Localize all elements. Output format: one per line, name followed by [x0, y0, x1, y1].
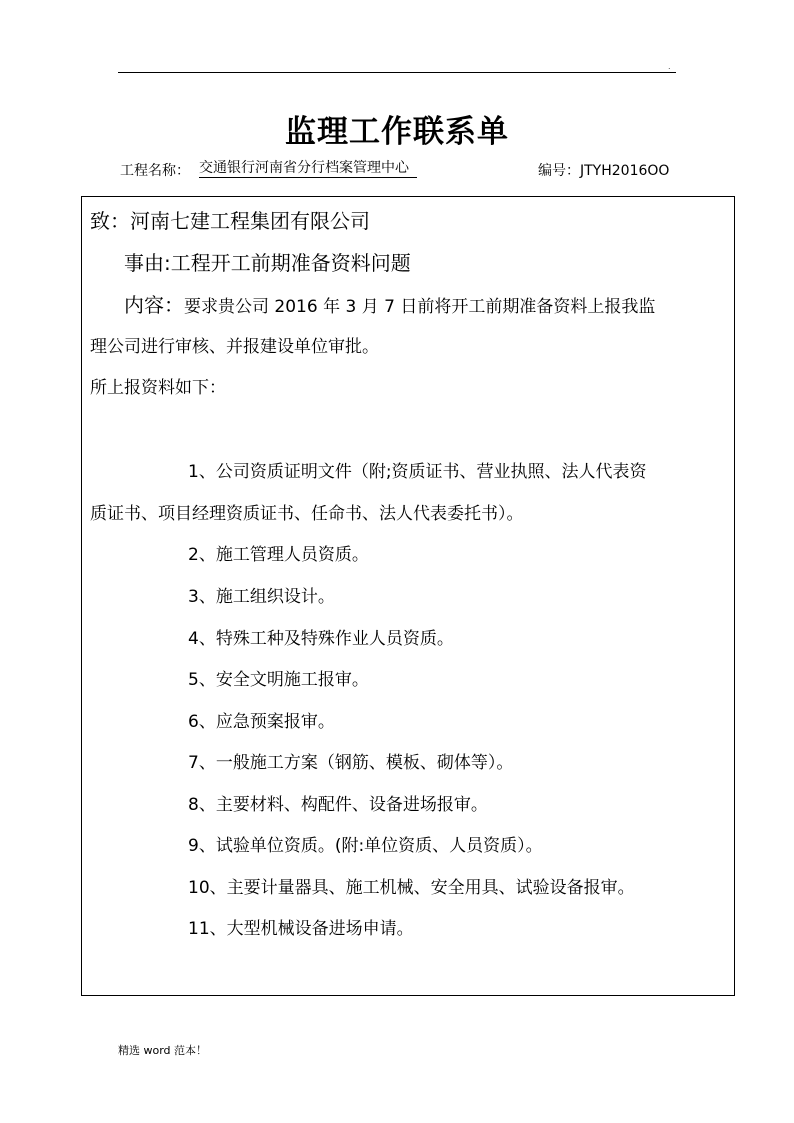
- list-item: 11、大型机械设备进场申请。: [188, 919, 414, 939]
- list-item: 7、一般施工方案（钢筋、模板、砌体等）。: [188, 753, 514, 773]
- content-line-1: [124, 289, 655, 318]
- content-text-1: 要求贵公司 2016 年 3 月 7 日前将开工前期准备资料上报我监: [184, 297, 656, 317]
- list-item: 4、特殊工种及特殊作业人员资质。: [188, 629, 454, 649]
- recipient-line: 致：河南七建工程集团有限公司: [90, 209, 370, 233]
- project-name-label: 工程名称：: [120, 163, 190, 179]
- project-name-value: 交通银行河南省分行档案管理中心: [199, 160, 417, 178]
- list-item: 9、试验单位资质。(附:单位资质、人员资质）。: [188, 836, 543, 856]
- footer-note: 精选 word 范本！: [118, 1044, 208, 1057]
- subject-line: 事由:工程开工前期准备资料问题: [124, 251, 411, 275]
- list-item: 6、应急预案报审。: [188, 712, 335, 732]
- document-number: 编号：JTYH2016OO: [538, 163, 670, 179]
- list-item: 5、安全文明施工报审。: [188, 670, 369, 690]
- content-label: 内容：: [124, 293, 184, 317]
- corner-mark: .: [668, 62, 671, 71]
- list-item: 1、公司资质证明文件（附;资质证书、营业执照、法人代表资: [188, 462, 647, 482]
- list-intro: 所上报资料如下：: [90, 378, 226, 398]
- list-item: 10、主要计量器具、施工机械、安全用具、试验设备报审。: [188, 878, 635, 898]
- list-item: 2、施工管理人员资质。: [188, 545, 369, 565]
- content-box: [81, 196, 735, 996]
- list-item: 8、主要材料、构配件、设备进场报审。: [188, 795, 488, 815]
- content-line-2: 理公司进行审核、并报建设单位审批。: [90, 337, 379, 357]
- document-title: 监理工作联系单: [285, 114, 509, 150]
- header-rule: [118, 72, 676, 73]
- list-item: 质证书、项目经理资质证书、任命书、法人代表委托书）。: [90, 504, 524, 524]
- list-item: 3、施工组织设计。: [188, 587, 335, 607]
